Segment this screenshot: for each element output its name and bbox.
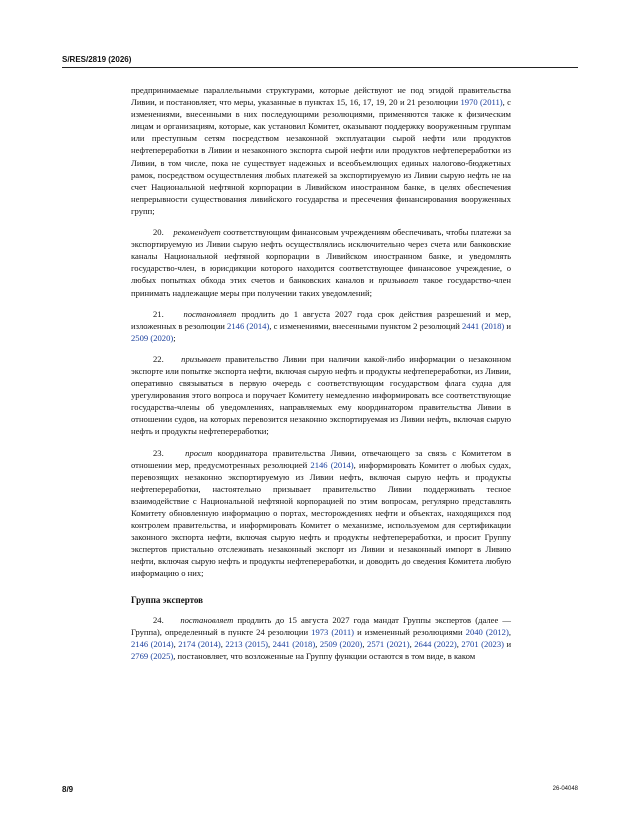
paragraph-24: 24. постановляет продлить до 15 августа 2027 года мандат Группы экспертов (далее — Группа), определенный в пункте 24 резолюции 1973 (2011) и измененный резолюциями 2040 (2012), 2146 (2014), 2174 (2014), 2213 (2015), 2441 (2018), 2509 (2020), 2571 (2021), 2644 (2022), 2701 (2023) и 2769 (2025), постановляет, что возложенные на Группу функции остаются в том виде, в каком — [131, 614, 512, 661]
paragraph-23: 23. просит координатора правительства Ливии, отвечающего за связь с Комитетом в отношении мер, предусмотренных резолюцией 2146 (2014), информировать Комитет о любых судах, перевозящих незаконно экспортируемую из Ливии нефть, включая сырую нефть и продукты нефтепереработки, настоятельно призывает правительство Ливии поддерживать тесное взаимодействие с Национальной нефтяной корпорацией по этим вопросам, регулярно представлять Комитету обновленную информацию о портах, месторождениях нефти и объектах, находящихся под контролем правительства, и информировать Комитет о механизме, используемом для сертификации законного экспорта нефти, включая сырую нефть и продукты нефтепереработки, и просит Группу экспертов пристально отслеживать незаконный экспорт из Ливии и незаконный импорт в Ливию нефти, включая сырую нефть и продукты нефтепереработки, и доводить до сведения Комитета любую информацию о них; — [131, 447, 512, 579]
header-rule — [62, 67, 578, 68]
paragraph-22: 22. призывает правительство Ливии при наличии какой-либо информации о незаконном экспорте или попытке экспорта нефти, включая сырую нефть и продукты нефтепереработки, из Ливии, оперативно связываться в первую очередь с соответствующим государством флага судна для урегулирования этого вопроса и поручает Комитету немедленно информировать все соответствующие государства-члены об уведомлениях, направляемых ему координатором правительства Ливии в отношении судов, на которых перевозится незаконно экспортируемая из Ливии нефть, включая сырую нефть и продукты нефтепереработки; — [131, 353, 512, 437]
resolution-link[interactable]: 2146 (2014) — [131, 638, 174, 649]
operative-verb: просит — [185, 447, 213, 458]
operative-verb: постановляет — [183, 308, 237, 319]
resolution-link[interactable]: 2441 (2018) — [461, 320, 505, 331]
operative-verb: призывает — [378, 275, 419, 286]
resolution-link[interactable]: 2509 (2020) — [131, 332, 174, 343]
operative-verb: рекомендует — [173, 227, 221, 238]
paragraph-number: 22. — [153, 353, 164, 364]
resolution-link[interactable]: 2040 (2012) — [465, 626, 509, 637]
paragraph-number: 21. — [153, 308, 164, 319]
paragraph-number: 23. — [153, 447, 164, 458]
resolution-link[interactable]: 2146 (2014) — [227, 320, 270, 331]
document-symbol: S/RES/2819 (2026) — [62, 55, 132, 64]
document-code: 26-04048 — [552, 786, 578, 792]
resolution-link[interactable]: 2644 (2022) — [414, 638, 457, 649]
resolution-link[interactable]: 2571 (2021) — [367, 638, 410, 649]
operative-verb: призывает — [181, 353, 222, 364]
operative-verb: постановляет — [180, 614, 234, 625]
resolution-link[interactable]: 2509 (2020) — [319, 638, 363, 649]
resolution-link[interactable]: 1970 (2011) — [460, 97, 503, 108]
paragraph-21: 21. постановляет продлить до 1 августа 2027 года срок действия разрешений и мер, изложенных в резолюции 2146 (2014), с изменениями, внесенными пунктом 2 резолюций 2441 (2018) и 2509 (2020); — [131, 308, 512, 343]
page-number: 8/9 — [62, 785, 74, 794]
resolution-link[interactable]: 1973 (2011) — [311, 626, 355, 637]
resolution-link[interactable]: 2769 (2025) — [131, 650, 174, 661]
resolution-link[interactable]: 2213 (2015) — [225, 638, 268, 649]
paragraph-continued: предпринимаемые параллельными структурами, которые действуют не под эгидой правительства Ливии, и постановляет, что меры, указанные в пунктах 15, 16, 17, 19, 20 и 21 резолюции 1970 (2011), с изменениями, внесенными в них последующими резолюциями, применяются также к физическим лицам и организациям, которые, как установил Комитет, оказывают поддержку вооруженным группам или преступным сетям посредством незаконной эксплуатации сырой нефти или продуктов нефтепереработки в Ливии и незаконного экспорта сырой нефти или продуктов нефтепереработки из Ливии, в том числе, пока не существует надежных и всеобъемлющих единых налогово-бюджетных рамок, посредством осуществления любых платежей за экспортируемую из Ливии сырую нефть не на счет Национальной нефтяной корпорации в Ливийском иностранном банке, в целях обеспечения непрерывности существования ливийского государства и пресечения финансирования вооруженных групп; — [131, 85, 511, 216]
resolution-link[interactable]: 2146 (2014) — [310, 459, 354, 470]
resolution-link[interactable]: 2174 (2014) — [178, 638, 221, 649]
resolution-link[interactable]: 2701 (2023) — [461, 638, 504, 649]
paragraph-number: 20. — [153, 227, 164, 238]
resolution-link[interactable]: 2441 (2018) — [272, 638, 316, 649]
paragraph-20: 20. рекомендует соответствующим финансовым учреждениям обеспечивать, чтобы платежи за экспортируемую из Ливии сырую нефть осуществлялись исключительно через счета или банковские каналы Национальной нефтяной корпорации в Ливийском иностранном банке, и уведомлять государство-член, в юрисдикции которого находится соответствующее финансовое учреждение, о любых попытках обхода этих счетов и банковских каналов и призывает такое государство-член принимать надлежащие меры при получении таких уведомлений; — [131, 227, 512, 298]
paragraph-number: 24. — [153, 614, 164, 625]
document-body — [131, 84, 511, 671]
section-heading: Группа экспертов — [131, 594, 204, 605]
